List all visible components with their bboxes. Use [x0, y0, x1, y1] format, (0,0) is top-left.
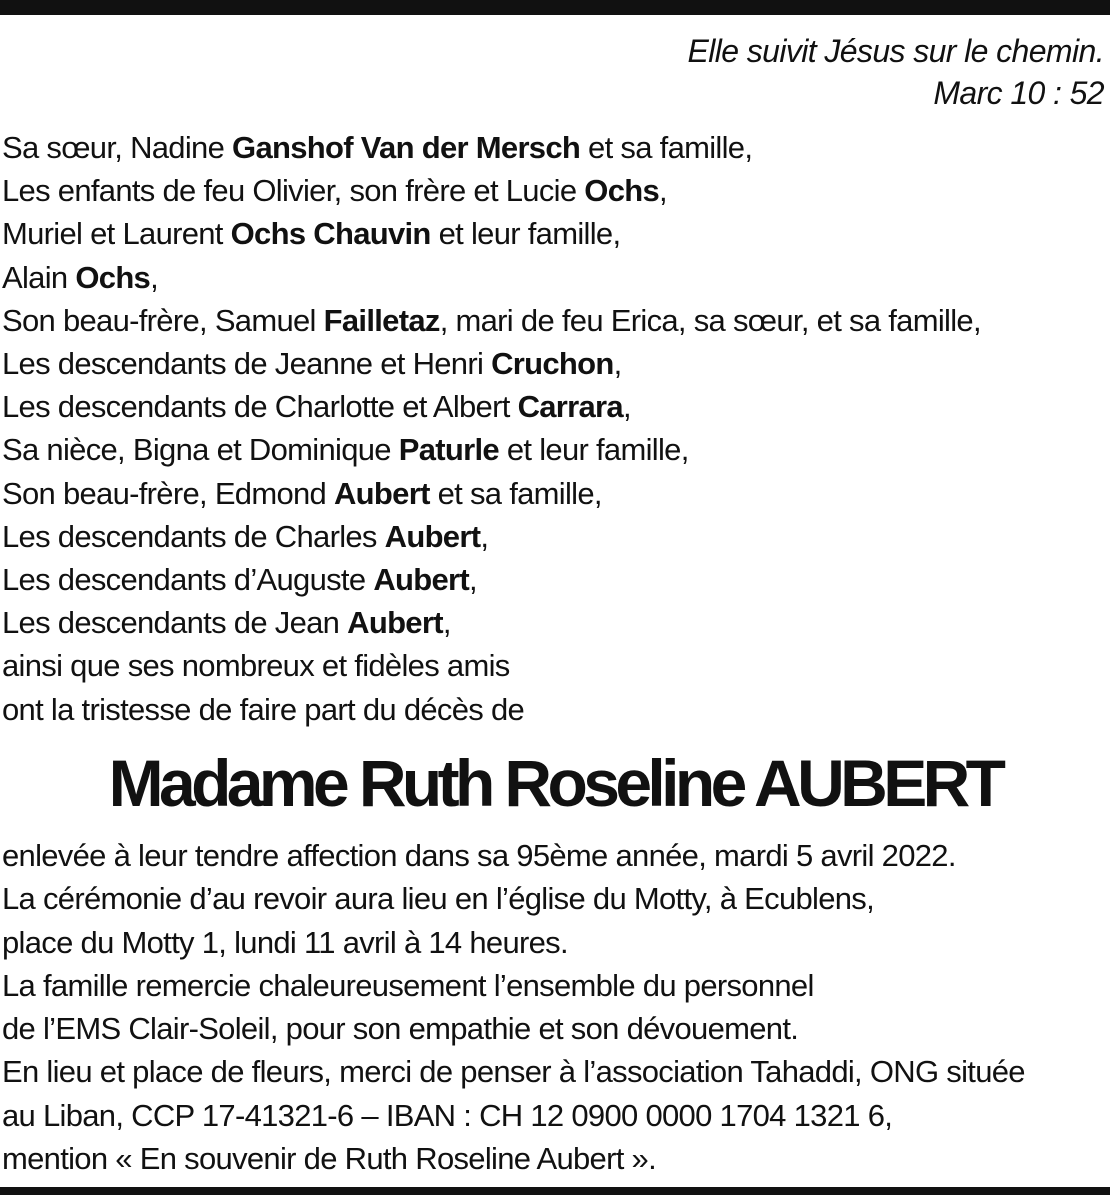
family-line-text: et leur famille, [430, 216, 621, 252]
family-line [2, 472, 981, 515]
family-line-text: , [442, 605, 451, 641]
family-line [2, 428, 981, 471]
family-line-text: Muriel et Laurent [2, 216, 231, 252]
top-border-rule [0, 0, 1110, 15]
family-surname: Aubert [384, 518, 481, 554]
family-line [2, 515, 981, 558]
family-line-text: Les descendants de Charlotte et Albert [2, 389, 518, 425]
family-line-text: , [480, 518, 489, 554]
family-line-text: Les descendants de Jean [2, 605, 348, 641]
family-line-text: Les descendants d’Auguste [2, 562, 374, 598]
family-line-text: , [622, 389, 631, 425]
family-line-text: Son beau-frère, Samuel [2, 302, 324, 338]
family-line-text: Les descendants de Jeanne et Henri [2, 346, 492, 382]
family-line-text: Les descendants de Charles [2, 518, 385, 554]
epigraph-quote: Elle suivit Jésus sur le chemin. [687, 33, 1104, 69]
family-line [2, 688, 981, 731]
family-line-text: , [150, 259, 159, 295]
family-line [2, 256, 981, 299]
family-surname: Carrara [517, 389, 623, 425]
family-line [2, 212, 981, 255]
family-line-text: , [659, 173, 667, 209]
family-announcement [2, 126, 981, 731]
detail-line: mention « En souvenir de Ruth Roseline Aubert ». [2, 1141, 656, 1177]
family-line [2, 558, 981, 601]
family-line-text: ainsi que ses nombreux et fidèles amis [2, 648, 510, 684]
detail-line: enlevée à leur tendre affection dans sa 95ème année, mardi 5 avril 2022. [2, 838, 956, 873]
detail-line: En lieu et place de fleurs, merci de penser à l’association Tahaddi, ONG située [2, 1054, 1025, 1090]
family-surname: Ganshof Van der Mersch [232, 130, 581, 165]
family-surname: Ochs [75, 259, 151, 295]
family-line [2, 644, 981, 687]
family-line-text: Les enfants de feu Olivier, son frère et Lucie [2, 173, 585, 209]
detail-line: La cérémonie d’au revoir aura lieu en l’église du Motty, à Ecublens, [2, 881, 875, 917]
family-line [2, 342, 981, 385]
obituary-details [2, 834, 1025, 1180]
family-surname: Aubert [334, 475, 430, 511]
family-line-text: ont la tristesse de faire part du décès de [2, 691, 525, 727]
family-line-text: , [469, 562, 477, 598]
detail-line: place du Motty 1, lundi 11 avril à 14 heures. [2, 924, 568, 960]
detail-line: La famille remercie chaleureusement l’ensemble du personnel [2, 967, 814, 1003]
family-line-text: Sa sœur, Nadine [2, 130, 233, 165]
family-surname: Aubert [347, 605, 443, 641]
family-line-text: Alain [2, 259, 76, 295]
family-surname: Failletaz [323, 302, 440, 338]
detail-line: au Liban, CCP 17-41321-6 – IBAN : CH 12 0900 0000 1704 1321 6, [2, 1097, 893, 1133]
family-line [2, 385, 981, 428]
epigraph-reference: Marc 10 : 52 [933, 75, 1104, 111]
family-line-text: Son beau-frère, Edmond [2, 475, 334, 511]
family-line-text: , [613, 346, 622, 382]
detail-line: de l’EMS Clair-Soleil, pour son empathie et son dévouement. [2, 1011, 799, 1047]
family-line [2, 299, 981, 342]
family-surname: Ochs Chauvin [230, 216, 431, 252]
deceased-name: Madame Ruth Roseline AUBERT [108, 746, 1002, 820]
family-line-text: , mari de feu Erica, sa sœur, et sa famille, [439, 302, 981, 338]
family-line-text: et sa famille, [580, 130, 753, 165]
family-surname: Cruchon [491, 346, 614, 382]
family-surname: Paturle [398, 432, 499, 468]
family-surname: Aubert [373, 562, 469, 598]
epigraph [687, 30, 1104, 114]
family-line-text: et sa famille, [429, 475, 602, 511]
family-line [2, 601, 981, 644]
bottom-border-rule [0, 1187, 1110, 1195]
family-line-text: Sa nièce, Bigna et Dominique [2, 432, 399, 468]
family-line [2, 169, 981, 212]
family-surname: Ochs [584, 173, 660, 209]
family-line [2, 126, 981, 169]
family-line-text: et leur famille, [498, 432, 689, 468]
